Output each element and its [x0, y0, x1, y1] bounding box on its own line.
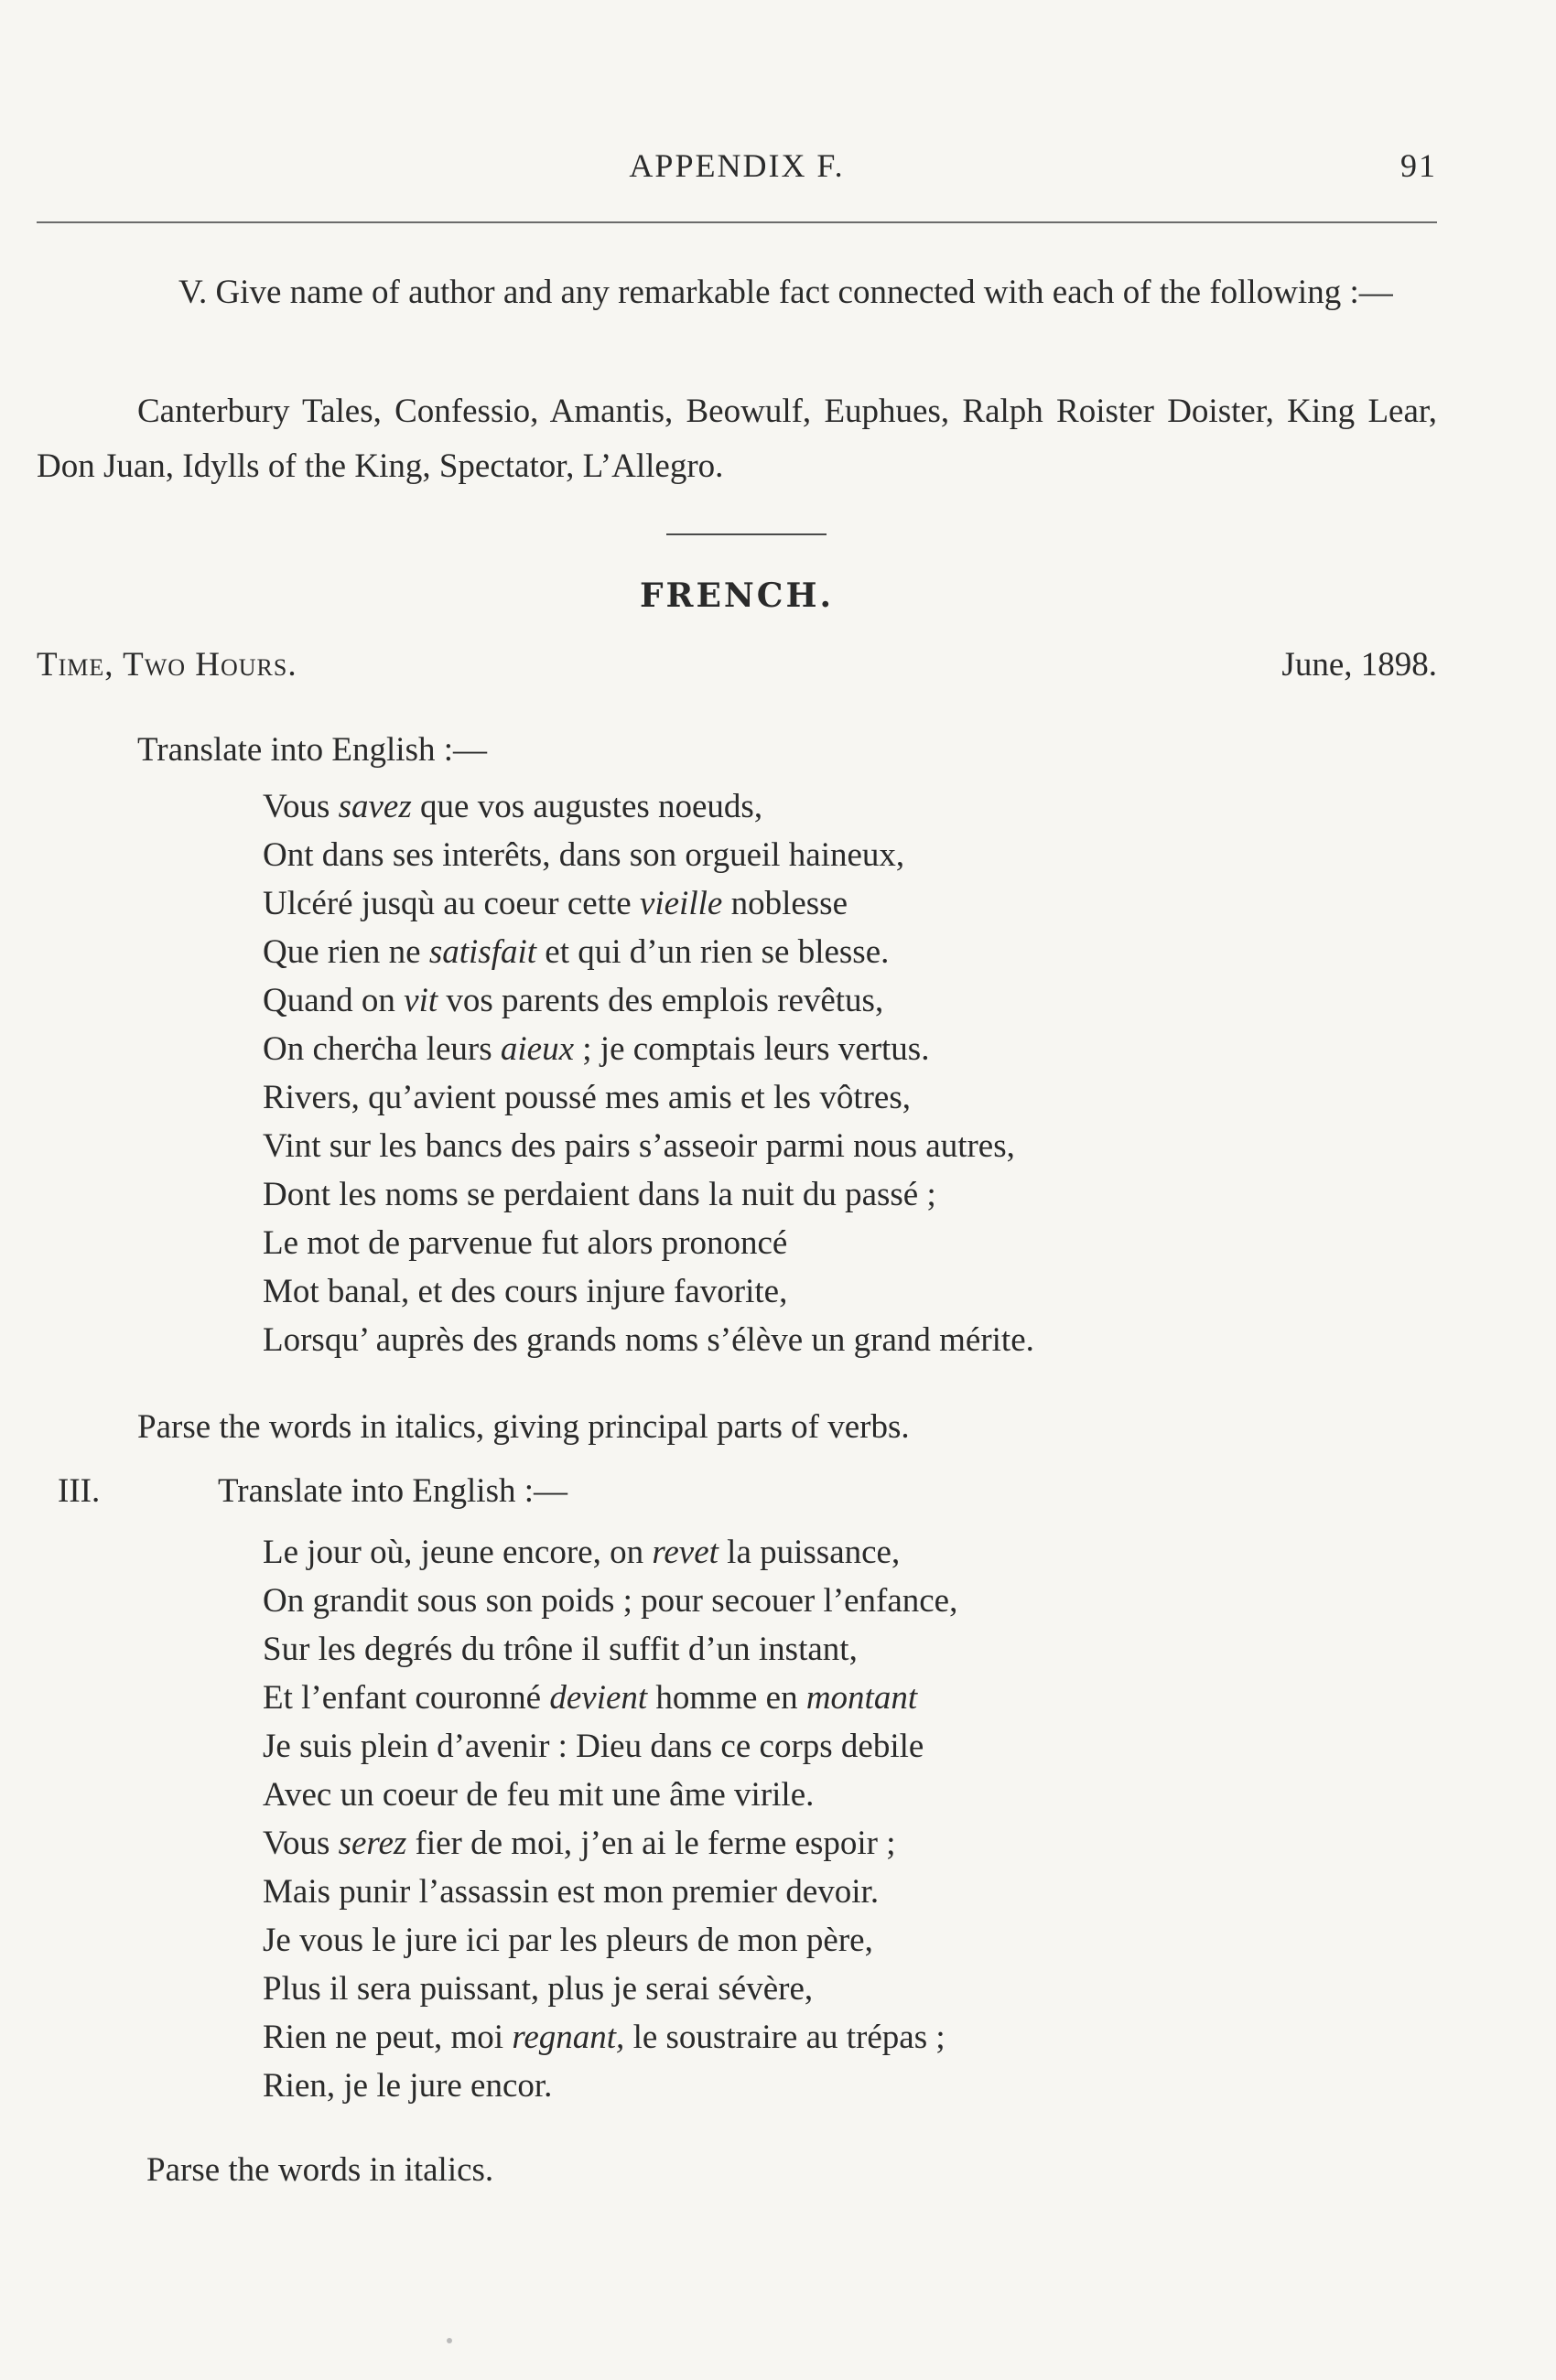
verse-line — [263, 1170, 1034, 1219]
verse-line — [263, 1316, 1034, 1364]
verse-text: Vous — [263, 1825, 339, 1862]
verse-text: Que rien ne — [263, 933, 429, 971]
italic-word: serez — [338, 1825, 407, 1862]
verse-text: Vint sur les bancs des pairs s’asseoir parmi nous autres, — [263, 1127, 1015, 1165]
time-allowed: Time, Two Hours. — [37, 646, 297, 684]
italic-word: vieille — [639, 885, 723, 922]
verse-text: le soustraire au trépas ; — [624, 2019, 945, 2056]
verse-text: On cherċha leurs — [263, 1030, 501, 1068]
verse-line — [263, 2013, 957, 2062]
verse-line — [263, 1819, 957, 1868]
verse-line — [263, 831, 1034, 879]
verse-line — [263, 1528, 957, 1577]
verse-line — [263, 1219, 1034, 1267]
verse-text: Rien ne peut, moi — [263, 2019, 513, 2056]
running-title: APPENDIX F. — [629, 147, 845, 184]
verse-text: Le mot de parvenue fut alors prononcé — [263, 1224, 788, 1262]
italic-word: vit — [404, 982, 438, 1019]
verse-text: Quand on — [263, 982, 405, 1019]
part2-instruction: Translate into English :— — [218, 1472, 567, 1510]
verse-text: Plus il sera puissant, plus je serai sévère, — [263, 1970, 814, 2008]
italic-word: aieux — [500, 1030, 575, 1068]
verse-text: la puissance, — [718, 1534, 901, 1571]
verse-text: homme en — [647, 1679, 806, 1717]
page-number: 91 — [1400, 147, 1437, 184]
question-v: V. Give name of author and any remarkable fact connected with each of the following :— — [178, 274, 1393, 311]
header-rule — [37, 221, 1437, 223]
italic-word: regnant, — [512, 2019, 625, 2056]
verse-text: Mot banal, et des cours injure favorite, — [263, 1273, 788, 1310]
verse-line — [263, 1122, 1034, 1170]
part1-instruction: Translate into English :— — [137, 731, 487, 769]
verse-text: ; je comptais leurs vertus. — [574, 1030, 930, 1068]
verse-line — [263, 976, 1034, 1025]
verse-line — [263, 1625, 957, 1674]
verse-line — [263, 879, 1034, 928]
verse-line — [263, 1965, 957, 2013]
verse-text: Et l’enfant couronné — [263, 1679, 550, 1717]
verse-text: et qui d’un rien se blesse. — [536, 933, 890, 971]
part2-passage — [263, 1528, 957, 2110]
verse-line — [263, 1916, 957, 1965]
part2-parse-instruction: Parse the words in italics. — [146, 2151, 494, 2189]
verse-text: Je suis plein d’avenir : Dieu dans ce corps debile — [263, 1728, 924, 1765]
part1-parse-instruction: Parse the words in italics, giving principal parts of verbs. — [137, 1408, 910, 1446]
verse-text: Rien, je le jure encor. — [263, 2067, 553, 2105]
verse-line — [263, 1267, 1034, 1316]
verse-text: Je vous le jure ici par les pleurs de mon père, — [263, 1922, 873, 1959]
verse-text: vos parents des emplois revêtus, — [438, 982, 884, 1019]
exam-meta — [37, 645, 1437, 700]
verse-line — [263, 1577, 957, 1625]
verse-line — [263, 1073, 1034, 1122]
verse-text: Ont dans ses interêts, dans son orgueil haineux, — [263, 836, 905, 874]
verse-text: Ulcéré jusqù au coeur cette — [263, 885, 640, 922]
section-title-french: FRENCH. — [639, 576, 835, 615]
italic-word: revet — [652, 1534, 719, 1571]
page-header — [37, 146, 1437, 192]
section-divider — [666, 533, 827, 535]
verse-line — [263, 1771, 957, 1819]
exam-date: June, 1898. — [1281, 646, 1437, 684]
verse-text: fier de moi, j’en ai le ferme espoir ; — [406, 1825, 896, 1862]
verse-text: Rivers, qu’avient poussé mes amis et les vôtres, — [263, 1079, 912, 1116]
verse-text: Le jour où, jeune encore, on — [263, 1534, 653, 1571]
verse-text: Lorsqu’ auprès des grands noms s’élève un grand mérite. — [263, 1321, 1034, 1359]
verse-text: Mais punir l’assassin est mon premier devoir. — [263, 1873, 880, 1911]
verse-line — [263, 782, 1034, 831]
question-v-works-list: Canterbury Tales, Confessio, Amantis, Beowulf, Euphues, Ralph Roister Doister, King Lear, Don Juan, Idylls of the King, Spectator, L’Allegro. — [37, 393, 1437, 485]
italic-word: satisfait — [428, 933, 537, 971]
italic-word: devient — [549, 1679, 648, 1717]
italic-word: montant — [805, 1679, 918, 1717]
verse-text: On grandit sous son poids ; pour secouer l’enfance, — [263, 1582, 958, 1620]
print-speck — [447, 2338, 452, 2343]
part2-number: III. — [58, 1472, 101, 1510]
verse-text: Avec un coeur de feu mit une âme virile. — [263, 1776, 815, 1814]
verse-line — [263, 1722, 957, 1771]
verse-line — [263, 1868, 957, 1916]
verse-text: Vous — [263, 788, 339, 825]
verse-line — [263, 2062, 957, 2110]
verse-line — [263, 928, 1034, 976]
verse-text: Sur les degrés du trône il suffit d’un instant, — [263, 1631, 858, 1668]
verse-text: que vos augustes noeuds, — [411, 788, 763, 825]
verse-text: noblesse — [722, 885, 848, 922]
italic-word: savez — [338, 788, 412, 825]
verse-line — [263, 1674, 957, 1722]
verse-text: Dont les noms se perdaient dans la nuit du passé ; — [263, 1176, 936, 1213]
verse-line — [263, 1025, 1034, 1073]
part1-passage — [263, 782, 1034, 1364]
